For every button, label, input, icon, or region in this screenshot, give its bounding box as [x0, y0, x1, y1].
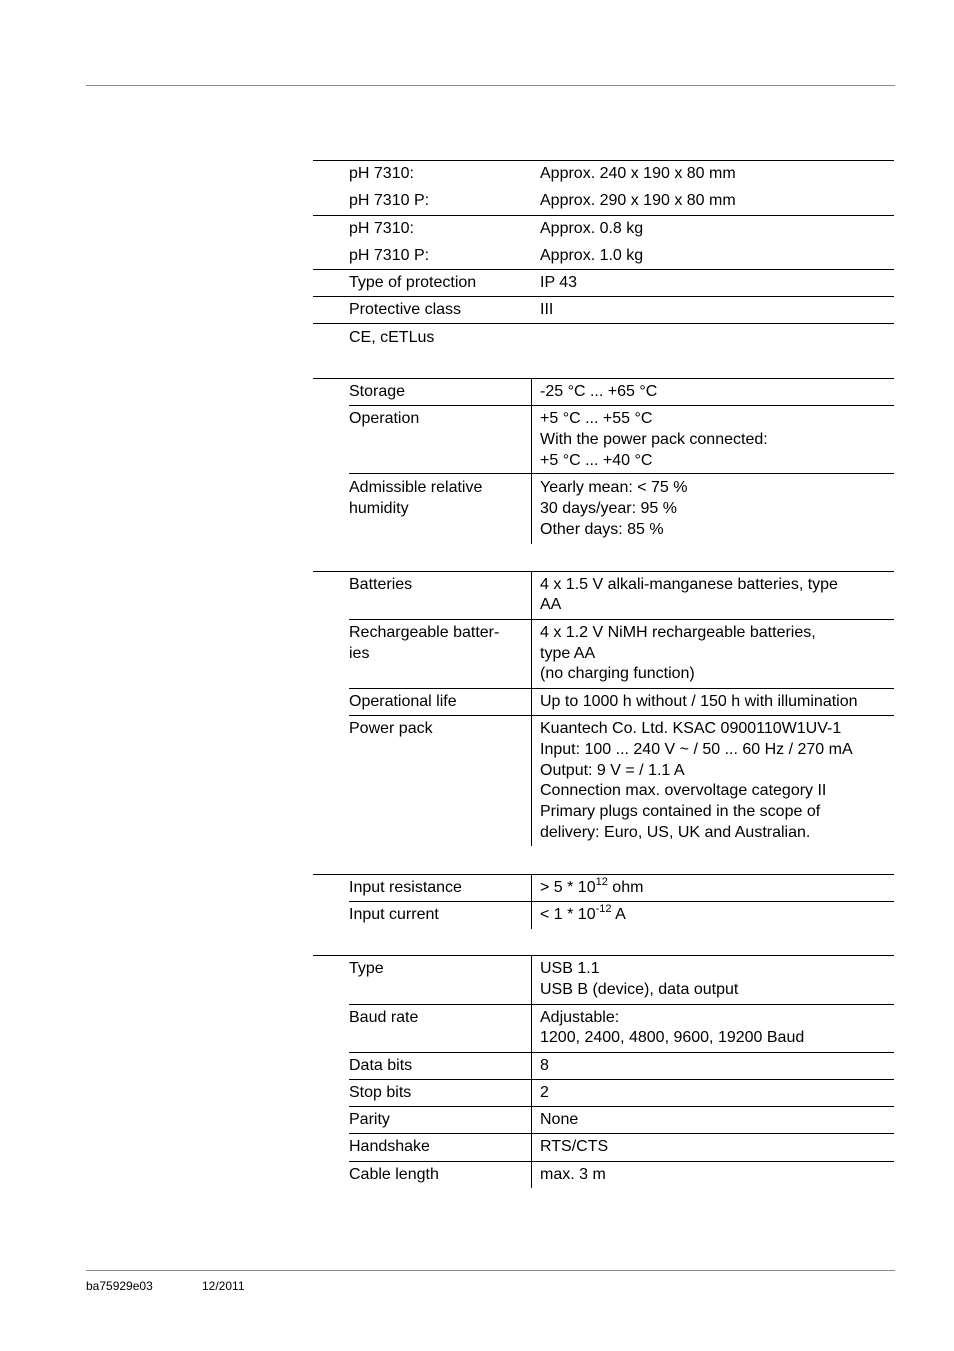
row-separator	[313, 215, 894, 216]
value-exponent: 12	[595, 876, 608, 888]
dimension-label: pH 7310 P:	[349, 192, 430, 209]
rechargeable-value: 4 x 1.2 V NiMH rechargeable batteries,	[540, 624, 816, 641]
header-rule	[86, 85, 895, 86]
rechargeable-label: Rechargeable batter-	[349, 624, 500, 641]
batteries-value: AA	[540, 596, 562, 613]
approvals-text: CE, cETLus	[349, 329, 435, 346]
column-divider	[531, 571, 532, 846]
dimension-label: pH 7310:	[349, 165, 414, 182]
row-separator	[349, 901, 894, 902]
input-current-value	[540, 904, 626, 925]
operational-life-value: Up to 1000 h without / 150 h with illumination	[540, 693, 858, 710]
weight-value: Approx. 0.8 kg	[540, 220, 644, 237]
row-separator	[313, 160, 894, 161]
row-separator	[313, 269, 894, 270]
cable-length-value: max. 3 m	[540, 1166, 606, 1183]
humidity-label: Admissible relative	[349, 479, 483, 496]
value-unit: ohm	[607, 879, 644, 896]
power-pack-value: Connection max. overvoltage category II	[540, 782, 827, 799]
protective-class-value: III	[540, 301, 554, 318]
footer-doc-id: ba75929e03	[86, 1279, 153, 1293]
input-resistance-value	[540, 877, 643, 898]
rechargeable-value: type AA	[540, 645, 596, 662]
operation-value: +5 °C ... +55 °C	[540, 410, 653, 427]
rechargeable-label: ies	[349, 645, 370, 662]
usb-type-value: USB B (device), data output	[540, 981, 739, 998]
value-mantissa: < 1 * 10	[540, 906, 596, 923]
row-separator	[349, 1079, 894, 1080]
footer-rule	[86, 1270, 895, 1271]
footer-date: 12/2011	[202, 1279, 245, 1293]
stop-bits-value: 2	[540, 1084, 549, 1101]
protection-label: Type of protection	[349, 274, 477, 291]
weight-value: Approx. 1.0 kg	[540, 247, 644, 264]
power-pack-label: Power pack	[349, 720, 433, 737]
row-separator	[349, 1004, 894, 1005]
weight-label: pH 7310 P:	[349, 247, 430, 264]
humidity-value: Other days: 85 %	[540, 521, 664, 538]
baud-rate-label: Baud rate	[349, 1009, 419, 1026]
table-top-rule	[313, 378, 894, 379]
storage-value: -25 °C ... +65 °C	[540, 383, 658, 400]
table-top-rule	[313, 874, 894, 875]
handshake-value: RTS/CTS	[540, 1138, 609, 1155]
protective-class-label: Protective class	[349, 301, 462, 318]
power-pack-value: Kuantech Co. Ltd. KSAC 0900110W1UV-1	[540, 720, 842, 737]
parity-value: None	[540, 1111, 579, 1128]
row-separator	[349, 1133, 894, 1134]
baud-rate-value: 1200, 2400, 4800, 9600, 19200 Baud	[540, 1029, 805, 1046]
value-exponent: -12	[595, 903, 612, 915]
row-separator	[349, 473, 894, 474]
table-top-rule	[313, 955, 894, 956]
data-bits-value: 8	[540, 1057, 549, 1074]
dimension-value: Approx. 290 x 190 x 80 mm	[540, 192, 736, 209]
column-divider	[531, 955, 532, 1188]
row-separator	[349, 1106, 894, 1107]
row-separator	[349, 1052, 894, 1053]
protection-value: IP 43	[540, 274, 578, 291]
operation-value: +5 °C ... +40 °C	[540, 452, 653, 469]
row-separator	[313, 296, 894, 297]
row-separator	[349, 688, 894, 689]
handshake-label: Handshake	[349, 1138, 430, 1155]
power-pack-value: delivery: Euro, US, UK and Australian.	[540, 824, 811, 841]
input-resistance-label: Input resistance	[349, 879, 462, 896]
stop-bits-label: Stop bits	[349, 1084, 412, 1101]
operation-label: Operation	[349, 410, 420, 427]
row-separator	[349, 715, 894, 716]
usb-type-label: Type	[349, 960, 384, 977]
storage-label: Storage	[349, 383, 406, 400]
operational-life-label: Operational life	[349, 693, 457, 710]
usb-type-value: USB 1.1	[540, 960, 600, 977]
humidity-value: 30 days/year: 95 %	[540, 500, 677, 517]
input-current-label: Input current	[349, 906, 439, 923]
batteries-label: Batteries	[349, 576, 413, 593]
power-pack-value: Primary plugs contained in the scope of	[540, 803, 821, 820]
data-bits-label: Data bits	[349, 1057, 413, 1074]
row-separator	[349, 1161, 894, 1162]
baud-rate-value: Adjustable:	[540, 1009, 620, 1026]
weight-label: pH 7310:	[349, 220, 414, 237]
value-unit: A	[611, 906, 626, 923]
humidity-label: humidity	[349, 500, 409, 517]
power-pack-value: Output: 9 V = / 1.1 A	[540, 762, 685, 779]
batteries-value: 4 x 1.5 V alkali-manganese batteries, type	[540, 576, 838, 593]
row-separator	[349, 405, 894, 406]
parity-label: Parity	[349, 1111, 390, 1128]
power-pack-value: Input: 100 ... 240 V ~ / 50 ... 60 Hz / 270 mA	[540, 741, 853, 758]
operation-value: With the power pack connected:	[540, 431, 768, 448]
row-separator	[313, 323, 894, 324]
value-mantissa: > 5 * 10	[540, 879, 596, 896]
table-top-rule	[313, 571, 894, 572]
rechargeable-value: (no charging function)	[540, 665, 695, 682]
cable-length-label: Cable length	[349, 1166, 439, 1183]
row-separator	[349, 619, 894, 620]
humidity-value: Yearly mean: < 75 %	[540, 479, 688, 496]
column-divider	[531, 378, 532, 544]
dimension-value: Approx. 240 x 190 x 80 mm	[540, 165, 736, 182]
